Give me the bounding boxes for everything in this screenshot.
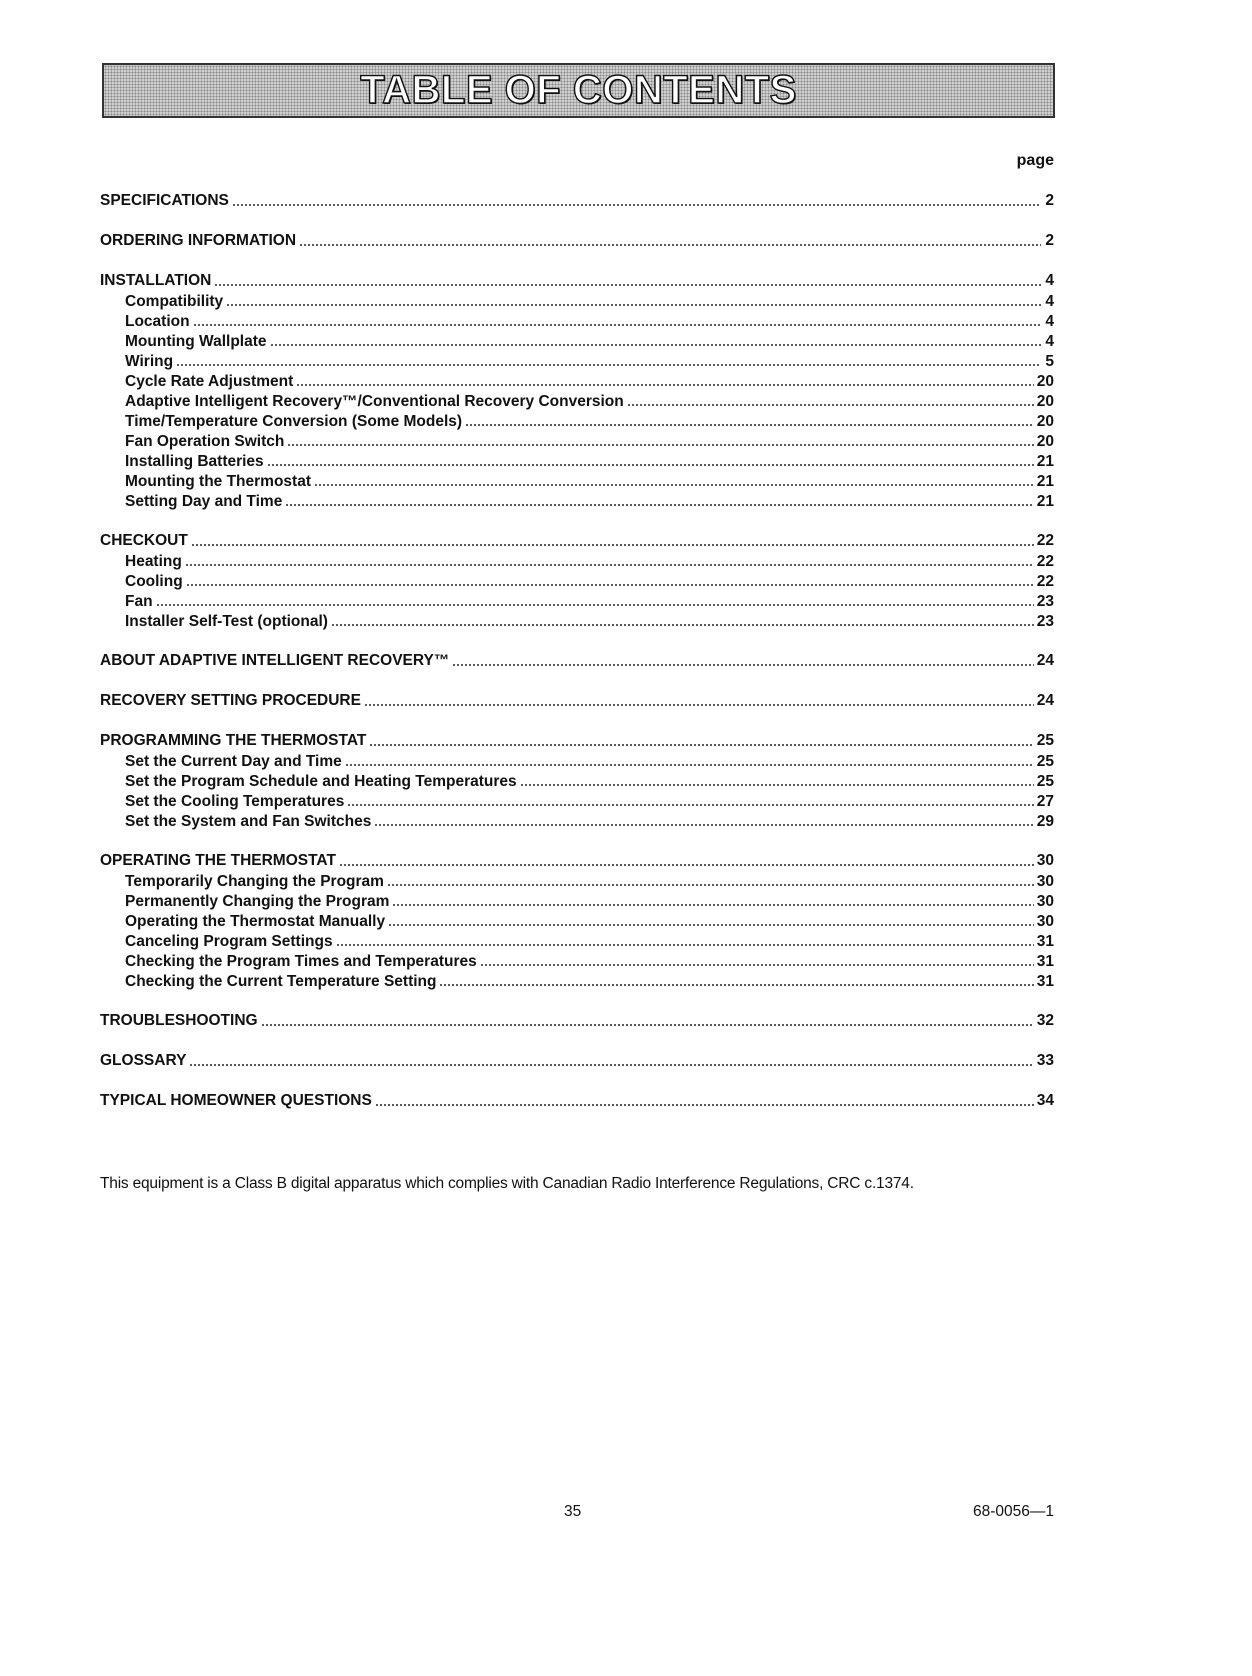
toc-entry-label: Set the System and Fan Switches: [125, 813, 372, 830]
page-title: TABLE OF CONTENTS: [360, 68, 797, 112]
toc-entry-label: Mounting the Thermostat: [125, 473, 311, 490]
toc-main-entry[interactable]: [100, 189, 1054, 212]
dot-leader: [520, 784, 1034, 786]
toc-entry-label: GLOSSARY: [100, 1052, 187, 1069]
toc-entry-label: Canceling Program Settings: [125, 933, 333, 950]
dot-leader: [285, 504, 1033, 506]
toc-entry-label: RECOVERY SETTING PROCEDURE: [100, 692, 361, 709]
toc-entry-page: 20: [1036, 393, 1054, 410]
dot-leader: [387, 884, 1034, 886]
toc-sub-entry[interactable]: [100, 772, 1054, 792]
toc-main-entry[interactable]: [100, 649, 1054, 672]
toc-entry-page: 21: [1036, 453, 1054, 470]
toc-entry-page: 4: [1045, 333, 1054, 350]
toc-entry-page: 4: [1045, 293, 1054, 310]
dot-leader: [374, 824, 1033, 826]
page-column-label: page: [1016, 152, 1054, 169]
toc-entry-page: 31: [1036, 953, 1054, 970]
dot-leader: [392, 904, 1033, 906]
toc-section: [100, 689, 1054, 712]
toc-sub-entry[interactable]: [100, 392, 1054, 412]
toc-sub-entry[interactable]: [100, 792, 1054, 812]
toc-main-entry[interactable]: [100, 1009, 1054, 1032]
dot-leader: [345, 764, 1034, 766]
toc-entry-page: 4: [1045, 313, 1054, 330]
toc-entry-page: 25: [1036, 732, 1054, 749]
toc-sub-entry[interactable]: [100, 932, 1054, 952]
toc-entry-page: 4: [1045, 272, 1054, 289]
toc-sub-entry[interactable]: [100, 812, 1054, 832]
dot-leader: [627, 404, 1034, 406]
toc-entry-label: TROUBLESHOOTING: [100, 1012, 258, 1029]
toc-entry-page: 31: [1036, 973, 1054, 990]
toc-entry-label: Permanently Changing the Program: [125, 893, 390, 910]
dot-leader: [480, 964, 1034, 966]
dot-leader: [186, 584, 1034, 586]
toc-entry-label: Cooling: [125, 573, 183, 590]
toc-entry-page: 20: [1036, 413, 1054, 430]
toc-entry-page: 21: [1036, 473, 1054, 490]
dot-leader: [347, 804, 1033, 806]
toc-sub-entry[interactable]: [100, 952, 1054, 972]
toc-entry-label: Time/Temperature Conversion (Some Models): [125, 413, 463, 430]
toc-sub-entry[interactable]: [100, 552, 1054, 572]
toc-entry-label: INSTALLATION: [100, 272, 212, 289]
toc-entry-page: 24: [1036, 652, 1054, 669]
toc-entry-label: Temporarily Changing the Program: [125, 873, 384, 890]
toc-entry-label: Fan: [125, 593, 153, 610]
dot-leader: [339, 864, 1034, 866]
toc-entry-page: 20: [1036, 433, 1054, 450]
toc-entry-page: 22: [1036, 553, 1054, 570]
toc-entry-page: 22: [1036, 532, 1054, 549]
toc-sub-entry[interactable]: [100, 572, 1054, 592]
toc-entry-page: 20: [1036, 373, 1054, 390]
toc-main-entry[interactable]: [100, 229, 1054, 252]
dot-leader: [226, 304, 1041, 306]
toc-entry-page: 27: [1036, 793, 1054, 810]
toc-section: [100, 729, 1054, 832]
toc-entry-label: ABOUT ADAPTIVE INTELLIGENT RECOVERY™: [100, 652, 450, 669]
toc-sub-entry[interactable]: [100, 612, 1054, 632]
toc-sub-entry[interactable]: [100, 872, 1054, 892]
toc-section: [100, 849, 1054, 992]
toc-entry-label: Set the Cooling Temperatures: [125, 793, 345, 810]
dot-leader: [270, 344, 1042, 346]
toc-sub-entry[interactable]: [100, 332, 1054, 352]
dot-leader: [364, 704, 1034, 706]
toc-entry-label: TYPICAL HOMEOWNER QUESTIONS: [100, 1092, 372, 1109]
toc-entry-page: 22: [1036, 573, 1054, 590]
dot-leader: [189, 1064, 1033, 1066]
footer-document-code: 68-0056—1: [972, 1503, 1054, 1520]
toc-entry-page: 31: [1036, 933, 1054, 950]
toc-section: [100, 1049, 1054, 1072]
dot-leader: [232, 204, 1041, 206]
toc-entry-label: Cycle Rate Adjustment: [125, 373, 294, 390]
toc-main-entry[interactable]: [100, 1049, 1054, 1072]
toc-entry-page: 33: [1036, 1052, 1054, 1069]
dot-leader: [439, 984, 1033, 986]
toc-entry-label: Heating: [125, 553, 182, 570]
toc-section: [100, 649, 1054, 672]
table-of-contents: [100, 189, 1054, 1129]
toc-entry-label: Location: [125, 313, 190, 330]
dot-leader: [296, 384, 1034, 386]
toc-sub-entry[interactable]: [100, 972, 1054, 992]
toc-sub-entry[interactable]: [100, 752, 1054, 772]
toc-entry-page: 24: [1036, 692, 1054, 709]
toc-entry-label: Checking the Current Temperature Setting: [125, 973, 437, 990]
toc-sub-entry[interactable]: [100, 432, 1054, 452]
toc-sub-entry[interactable]: [100, 312, 1054, 332]
dot-leader: [287, 444, 1033, 446]
toc-entry-page: 34: [1036, 1092, 1054, 1109]
toc-entry-label: Wiring: [125, 353, 174, 370]
toc-entry-page: 23: [1036, 613, 1054, 630]
toc-entry-page: 29: [1036, 813, 1054, 830]
toc-main-entry[interactable]: [100, 729, 1054, 752]
toc-entry-label: Checking the Program Times and Temperatures: [125, 953, 477, 970]
toc-section: [100, 189, 1054, 212]
toc-entry-page: 21: [1036, 493, 1054, 510]
toc-entry-label: Fan Operation Switch: [125, 433, 285, 450]
toc-entry-label: Setting Day and Time: [125, 493, 283, 510]
toc-sub-entry[interactable]: [100, 592, 1054, 612]
toc-entry-label: Set the Current Day and Time: [125, 753, 342, 770]
toc-entry-label: Mounting Wallplate: [125, 333, 267, 350]
toc-entry-label: Installer Self-Test (optional): [125, 613, 328, 630]
dot-leader: [191, 544, 1034, 546]
toc-sub-entry[interactable]: [100, 412, 1054, 432]
toc-entry-label: Compatibility: [125, 293, 224, 310]
toc-entry-label: ORDERING INFORMATION: [100, 232, 297, 249]
dot-leader: [156, 604, 1034, 606]
toc-entry-page: 5: [1045, 353, 1054, 370]
dot-leader: [375, 1104, 1034, 1106]
toc-entry-page: 25: [1036, 773, 1054, 790]
toc-sub-entry[interactable]: [100, 292, 1054, 312]
dot-leader: [185, 564, 1034, 566]
dot-leader: [465, 424, 1034, 426]
dot-leader: [267, 464, 1034, 466]
toc-section: [100, 269, 1054, 512]
toc-entry-label: SPECIFICATIONS: [100, 192, 229, 209]
toc-entry-page: 30: [1036, 913, 1054, 930]
dot-leader: [214, 284, 1041, 286]
toc-sub-entry[interactable]: [100, 372, 1054, 392]
toc-section: [100, 1009, 1054, 1032]
compliance-notice: This equipment is a Class B digital apparatus which complies with Canadian Radio Interference Regulations, CRC c.1374.: [100, 1175, 914, 1192]
toc-entry-page: 30: [1036, 873, 1054, 890]
toc-section: [100, 1089, 1054, 1112]
dot-leader: [299, 244, 1041, 246]
toc-sub-entry[interactable]: [100, 892, 1054, 912]
toc-entry-page: 25: [1036, 753, 1054, 770]
toc-entry-page: 2: [1045, 232, 1054, 249]
toc-entry-label: OPERATING THE THERMOSTAT: [100, 852, 336, 869]
footer-page-number: 35: [564, 1503, 582, 1520]
toc-entry-page: 30: [1036, 893, 1054, 910]
toc-entry-label: CHECKOUT: [100, 532, 188, 549]
dot-leader: [452, 664, 1033, 666]
toc-sub-entry[interactable]: [100, 352, 1054, 372]
dot-leader: [176, 364, 1041, 366]
dot-leader: [388, 924, 1034, 926]
toc-section: [100, 529, 1054, 632]
dot-leader: [193, 324, 1041, 326]
toc-main-entry[interactable]: [100, 529, 1054, 552]
toc-main-entry[interactable]: [100, 849, 1054, 872]
toc-entry-page: 32: [1036, 1012, 1054, 1029]
toc-entry-page: 2: [1045, 192, 1054, 209]
dot-leader: [331, 624, 1034, 626]
toc-entry-page: 23: [1036, 593, 1054, 610]
toc-sub-entry[interactable]: [100, 452, 1054, 472]
toc-sub-entry[interactable]: [100, 472, 1054, 492]
toc-entry-label: Adaptive Intelligent Recovery™/Conventional Recovery Conversion: [125, 393, 624, 410]
toc-sub-entry[interactable]: [100, 912, 1054, 932]
toc-entry-label: Operating the Thermostat Manually: [125, 913, 386, 930]
toc-main-entry[interactable]: [100, 1089, 1054, 1112]
dot-leader: [314, 484, 1034, 486]
toc-entry-page: 30: [1036, 852, 1054, 869]
toc-entry-label: PROGRAMMING THE THERMOSTAT: [100, 732, 367, 749]
dot-leader: [336, 944, 1034, 946]
toc-entry-label: Set the Program Schedule and Heating Temperatures: [125, 773, 517, 790]
dot-leader: [369, 744, 1033, 746]
toc-main-entry[interactable]: [100, 269, 1054, 292]
toc-sub-entry[interactable]: [100, 492, 1054, 512]
dot-leader: [261, 1024, 1034, 1026]
toc-entry-label: Installing Batteries: [125, 453, 264, 470]
title-banner: [102, 63, 1055, 118]
toc-main-entry[interactable]: [100, 689, 1054, 712]
toc-section: [100, 229, 1054, 252]
